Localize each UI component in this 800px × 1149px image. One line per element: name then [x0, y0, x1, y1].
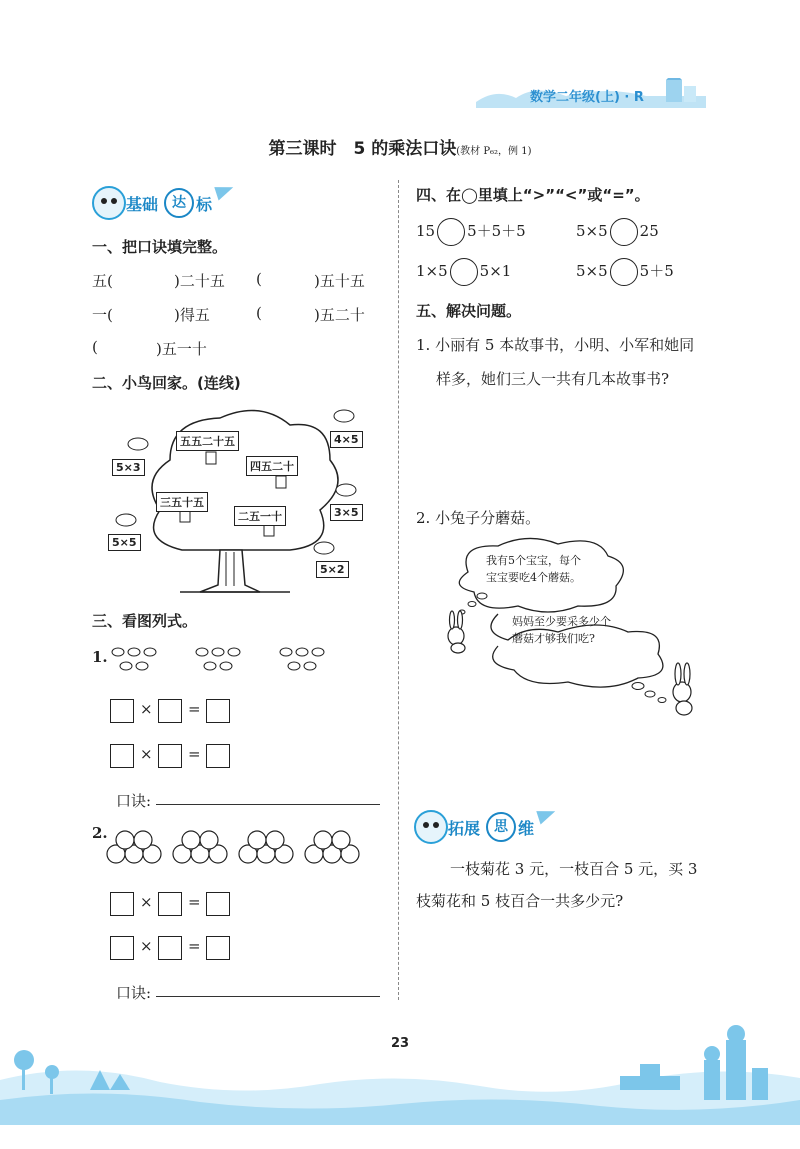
koujue-label: 口诀:: [116, 792, 152, 810]
cloud2-line1: 妈妈至少要采多少个: [512, 615, 611, 628]
q1-item: (: [256, 270, 262, 288]
basic-badge: [92, 182, 232, 222]
compare-right: 5＋5＋5: [467, 222, 526, 240]
cloud1-line1: 我有5个宝宝，每个: [486, 554, 581, 567]
paper-plane-icon: [536, 806, 557, 825]
compare-circle[interactable]: [437, 218, 465, 246]
answer-box[interactable]: [158, 936, 182, 960]
footer-decoration: [0, 1020, 800, 1125]
panda-mascot-icon: [414, 810, 448, 844]
answer-box[interactable]: [206, 936, 230, 960]
badge-word-b: 达: [164, 188, 194, 218]
compare-left: 1×5: [416, 262, 448, 280]
answer-box[interactable]: [206, 744, 230, 768]
q1-item: )五十五: [314, 272, 365, 290]
compare-item: [416, 258, 511, 286]
compare-item: [576, 258, 674, 286]
cloud1-line2: 宝宝要吃4个蘑菇。: [486, 571, 581, 584]
extend-line1: 一枝菊花 3 元，一枝百合 5 元，买 3: [450, 860, 698, 878]
q5-heading: 五、解决问题。: [416, 302, 522, 320]
bird-label: 4×5: [330, 431, 363, 448]
q2-heading: 二、小鸟回家。(连线): [92, 374, 241, 392]
birds-illustration: [108, 642, 368, 678]
column-divider: [398, 180, 399, 1000]
extend-badge: [414, 806, 554, 846]
answer-box[interactable]: [158, 699, 182, 723]
house-label: 三五十五: [156, 492, 208, 512]
compare-right: 5×1: [479, 262, 512, 280]
answer-box[interactable]: [110, 699, 134, 723]
q1-heading: 一、把口诀填完整。: [92, 238, 228, 256]
badge-word-c: 标: [196, 195, 213, 214]
house-label: 四五二十: [246, 456, 298, 476]
badge-word-a: 基础: [126, 195, 159, 214]
q1-item: )五二十: [314, 306, 365, 324]
answer-box[interactable]: [206, 892, 230, 916]
house-label: 二五一十: [234, 506, 286, 526]
answer-box[interactable]: [110, 892, 134, 916]
compare-left: 5×5: [576, 262, 608, 280]
answer-box[interactable]: [110, 936, 134, 960]
compare-left: 5×5: [576, 222, 608, 240]
extend-line2: 枝菊花和 5 枝百合一共多少元?: [416, 892, 624, 910]
badge-word-a: 拓展: [448, 819, 481, 838]
equals-sign: =: [188, 700, 201, 718]
koujue-answer-line[interactable]: [156, 996, 380, 997]
q3-part1-number: 1.: [92, 648, 108, 666]
compare-circle[interactable]: [450, 258, 478, 286]
q4-heading: 四、在◯里填上“>”“<”或“=”。: [416, 186, 650, 204]
badge-word-b: 思: [486, 812, 516, 842]
q5-problem2-title: 2. 小兔子分蘑菇。: [416, 509, 541, 527]
q1-item: )二十五: [174, 272, 225, 290]
answer-box[interactable]: [158, 744, 182, 768]
equals-sign: =: [188, 893, 201, 911]
answer-box[interactable]: [110, 744, 134, 768]
badge-word-c: 维: [518, 819, 535, 838]
q1-item: (: [92, 338, 98, 356]
equals-sign: =: [188, 937, 201, 955]
bird-label: 5×2: [316, 561, 349, 578]
q1-item: 五(: [92, 272, 113, 290]
apples-illustration: [104, 820, 364, 874]
compare-circle[interactable]: [610, 258, 638, 286]
q1-item: (: [256, 304, 262, 322]
times-sign: ×: [140, 937, 153, 955]
times-sign: ×: [140, 893, 153, 911]
bird-label: 3×5: [330, 504, 363, 521]
lesson-title: [0, 134, 800, 159]
header-title: 数学二年级(上) · R: [530, 90, 644, 105]
lesson-title-main: 第三课时 5 的乘法口诀: [268, 139, 457, 159]
compare-circle[interactable]: [610, 218, 638, 246]
times-sign: ×: [140, 745, 153, 763]
compare-item: [416, 218, 526, 246]
compare-right: 5＋5: [639, 262, 674, 280]
compare-left: 15: [416, 222, 436, 240]
compare-item: [576, 218, 659, 246]
q5-problem1-line1: 1. 小丽有 5 本故事书，小明、小军和她同: [416, 336, 695, 354]
cloud2-line2: 蘑菇才够我们吃?: [512, 632, 595, 645]
page-number: 23: [390, 1036, 410, 1051]
paper-plane-icon: [214, 182, 235, 201]
q1-item: 一(: [92, 306, 113, 324]
q1-item: )五一十: [156, 340, 207, 358]
equals-sign: =: [188, 745, 201, 763]
answer-box[interactable]: [206, 699, 230, 723]
bird-label: 5×3: [112, 459, 145, 476]
house-label: 五五二十五: [176, 431, 239, 451]
bird-label: 5×5: [108, 534, 141, 551]
lesson-title-note: (教材 P₆₂，例 1): [456, 146, 532, 157]
q3-part2-number: 2.: [92, 824, 108, 842]
koujue-answer-line[interactable]: [156, 804, 380, 805]
q3-heading: 三、看图列式。: [92, 612, 198, 630]
panda-mascot-icon: [92, 186, 126, 220]
compare-right: 25: [639, 222, 659, 240]
answer-box[interactable]: [158, 892, 182, 916]
koujue-label: 口诀:: [116, 984, 152, 1002]
q5-problem1-line2: 样多，她们三人一共有几本故事书?: [436, 370, 670, 388]
q1-item: )得五: [174, 306, 210, 324]
times-sign: ×: [140, 700, 153, 718]
